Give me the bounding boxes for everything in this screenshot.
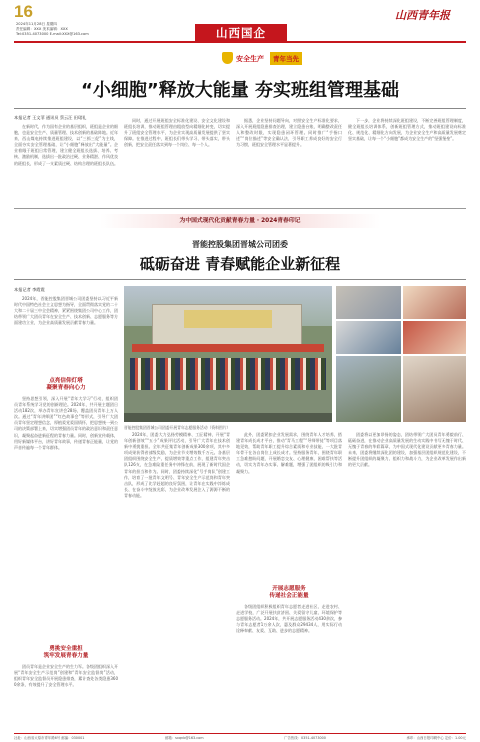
footer-rule [14,733,466,734]
article2-kicker: 晋能控股集团晋城公司团委 [192,240,288,249]
safety-banner [222,52,314,65]
photo-tile [403,356,466,422]
section3-title: 开展志愿服务 传递社会正能量 [269,586,309,599]
article2-para: 2024年，团委大力弘扬劳模精神、工匠精神，开展“青年创新创效”“五小”成果评比活动，引导广大青年在技术创新中勇挑重担。全年共征集青年创新成果300余项，其中多项成果获得省部级奖励，为企业节支增效数千万元。各基层团组织围绕安全生产、提质增效等重点工作，组建青年突击队126支，在急难险重任务中冲锋在前，展现了新时代国企青年的担当和作为。同时，团委持续深化“号手岗队”创建工作，培育了一批青年文明号、青年安全生产示范岗和青年突击队，形成了比学赶超的良好氛围，让青年在实践中淬炼成长、在奋斗中绽放光彩，为企业改革发展注入了源源不断的青春动能。 [124,432,230,498]
section2-text [14,664,118,732]
article2-para: 此外，团委紧扣企业发展需求，围绕青年人才培养，搭建青年成长成才平台，推动“青马工程”“导师带徒”等项目落地见效，帮助青年职工提升综合素质和专业技能，一大批青年骨干在各自岗位上成长成才。坚持服务青年，围绕青年职工急难愁盼问题，开展婚恋交友、心理健康、困难帮扶等活动，切实为青年办实事、解难题，增强了团组织的吸引力和凝聚力。 [236,432,342,474]
masthead [0,0,480,40]
section3-text [236,604,342,732]
article2-para: 各级团组织积极组织青年志愿者走进社区、走进农村、走进学校，广泛开展扶贫济困、关爱留守儿童、环境保护等志愿服务活动。2024年，共开展志愿服务活动430余次，参与青年志愿者1万余人次，惠及群众29434人，用实际行动诠释奉献、友爱、互助、进步的志愿精神。 [236,604,342,634]
article1-para: 在新时代，作为国有企业的基层组织，班组是企业的细胞，也是安全生产、质量管理、技术创新的基础阵地。近年来，西山煤电持续推进班组建设，以“三抓三促”为主线，全面夯实安全管理基础，让“小细胞”释放出“大能量”。企业着眼于班组日常管理，建立健全班组长选拔、培养、考核、激励机制，选拔出一批政治过硬、业务精湛、作风优良的班组长，形成了一支素质过硬、结构合理的班组长队伍。 [14,124,118,166]
section1-text [14,396,118,642]
masthead-rule [14,41,466,43]
article2-byline: 本报记者 李霞霞 [14,287,45,292]
article2-col4 [348,432,466,732]
masthead-phone: Tel:0351-4073000 E-mail:XXX@163.com [16,32,89,36]
section-title-block [195,24,287,42]
footer-ad: 广告热线：0351-4073000 [284,736,326,740]
page-number: 16 [14,2,33,21]
article1-col2 [124,118,230,200]
photo-tile [336,286,401,319]
article1-para: 同时，通过开展班组安全标准化建设、安全文化建设和班组长培训，推动班组管理由粗放型向精细化转变，切实提升了班组安全管理水平，为企业实现高质量发展提供了坚实保障。在推进过程中，班组长们带头学习、带头落实，带头创新，把安全责任落实到每一个岗位、每一个人。 [124,118,230,148]
article2-col2 [124,432,230,732]
headline-rule [14,108,466,109]
masthead-editors: 责任编辑：XXX 美术编辑：XXX [16,27,68,31]
headline-rule [14,279,466,280]
youth-banner [100,214,380,228]
section-divider [14,208,466,209]
group-photo [124,286,332,422]
banner-label-2: 青年当先 [270,52,302,65]
footer-fax: 邮箱：sxqnb@163.com [164,736,204,740]
footer-address: 社址：山西省太原市青年路6号 邮编：030001 [14,736,85,740]
photo-tile [336,321,401,354]
masthead-logo: 山西青年报 [395,9,450,22]
article2-col3 [236,432,342,582]
photo-caption: 晋能控股集团晋城公司团委开展青年志愿服务活动（资料图片） [124,425,231,430]
article2-para: 团员青年是企业安全生产的生力军。各级团组织深入开展“青年安全生产示范岗”创建和“青年安全监督岗”活动，组织青年安全监督员开展隐患排查，累计查处各类隐患3600余条，有效提升了安全管理水平。 [14,664,118,688]
article2-para: 2024年，晋能控股集团晋城公司团委坚持以习近平新时代中国特色社会主义思想为指导，全面贯彻落实党的二十大和二十届三中全会精神，紧紧围绕集团公司中心工作，团结带领广大团员青年在安全生产、技术创新、志愿服务等方面建功立业，为企业高质量发展贡献青春力量。 [14,296,118,326]
section1-title: 点亮信仰灯塔 凝聚青春向心力 [46,378,86,391]
article2-para: 坚持思想引领，深入开展“青年大学习”行动，组织团员青年系统学习党的创新理论。2024年，共开展主题团日活动182次，举办青年宣讲会28场，覆盖团员青年上万人次。通过“青年讲师团”“红色故事会”等形式，引导广大团员青年坚定理想信念，厚植爱党爱国情怀，把思想统一到公司的决策部署上来，切实增强团员青年的政治意识和责任意识，凝聚起奋进新征程的青春力量。同时，创新宣传载体，用好新媒体平台，讲好青年故事，传递青春正能量，让党的声音传遍每一个青年群体。 [14,396,118,450]
footer [14,735,466,741]
photo-tile [336,356,401,422]
masthead-date: 2024年11月28日 星期四 [16,22,57,26]
article1-para: 下一步，企业将持续深化班组建设，不断完善班组管理制度，健全班组长培训体系，创新班组管理方式，推动班组建设向标准化、规范化、精细化方向发展，为企业安全生产和高质量发展奠定坚实基础，让每一个“小细胞”都成为安全生产的“坚强堡垒”。 [348,118,466,142]
article1-col3 [236,118,342,200]
section-title: 山西国企 [216,26,266,40]
photo-collage [336,286,466,422]
article1-col4 [348,118,466,200]
article1-byline: 本报记者 王文菲 通讯员 蔡云汪 田珺礼 [14,115,87,120]
article1-headline: “小细胞”释放大能量 夯实班组管理基础 [81,80,399,101]
article2-headline: 砥砺奋进 青春赋能企业新征程 [139,255,341,273]
footer-print: 承印：山西日报印刷中心 定价：1.00元 [406,736,466,740]
section2-title: 勇挑安全重担 筑牢发展青春力量 [43,646,89,659]
banner-shield-icon [222,52,233,64]
article2-para: 团委将以更加昂扬的姿态，团结带领广大团员青年勇毅前行、砥砺奋进，在推动企业高质量发展的生动实践中书写无愧于时代、无愧于青春的华彩篇章，为中国式现代化建设贡献更多青春力量。未来，团委将继续深化团的建设，加强基层团组织规范化建设，不断提升团组织的凝聚力、组织力和战斗力，为企业改革发展作出新的更大贡献。 [348,432,466,468]
youth-banner-text: 为中国式现代化贡献青春力量 · 2024青春印记 [179,218,301,224]
photo-tile [403,321,466,354]
article1-col1 [14,124,118,200]
article2-intro [14,296,118,374]
photo-caption-bar [124,413,332,422]
article1-para: 据悉，企业坚持问题导向，对照安全生产标准化要求，深入开展班组隐患排查治理，建立隐患台账，明确整改责任人和整改时限，实现隐患闭环管理。同时推广“手指口述”“岗位描述”等安全确认法，引导职工养成良好的安全行为习惯，班组安全管理水平显著提升。 [236,118,342,148]
photo-tile [403,286,466,319]
banner-label-1: 安全生产 [236,55,264,63]
